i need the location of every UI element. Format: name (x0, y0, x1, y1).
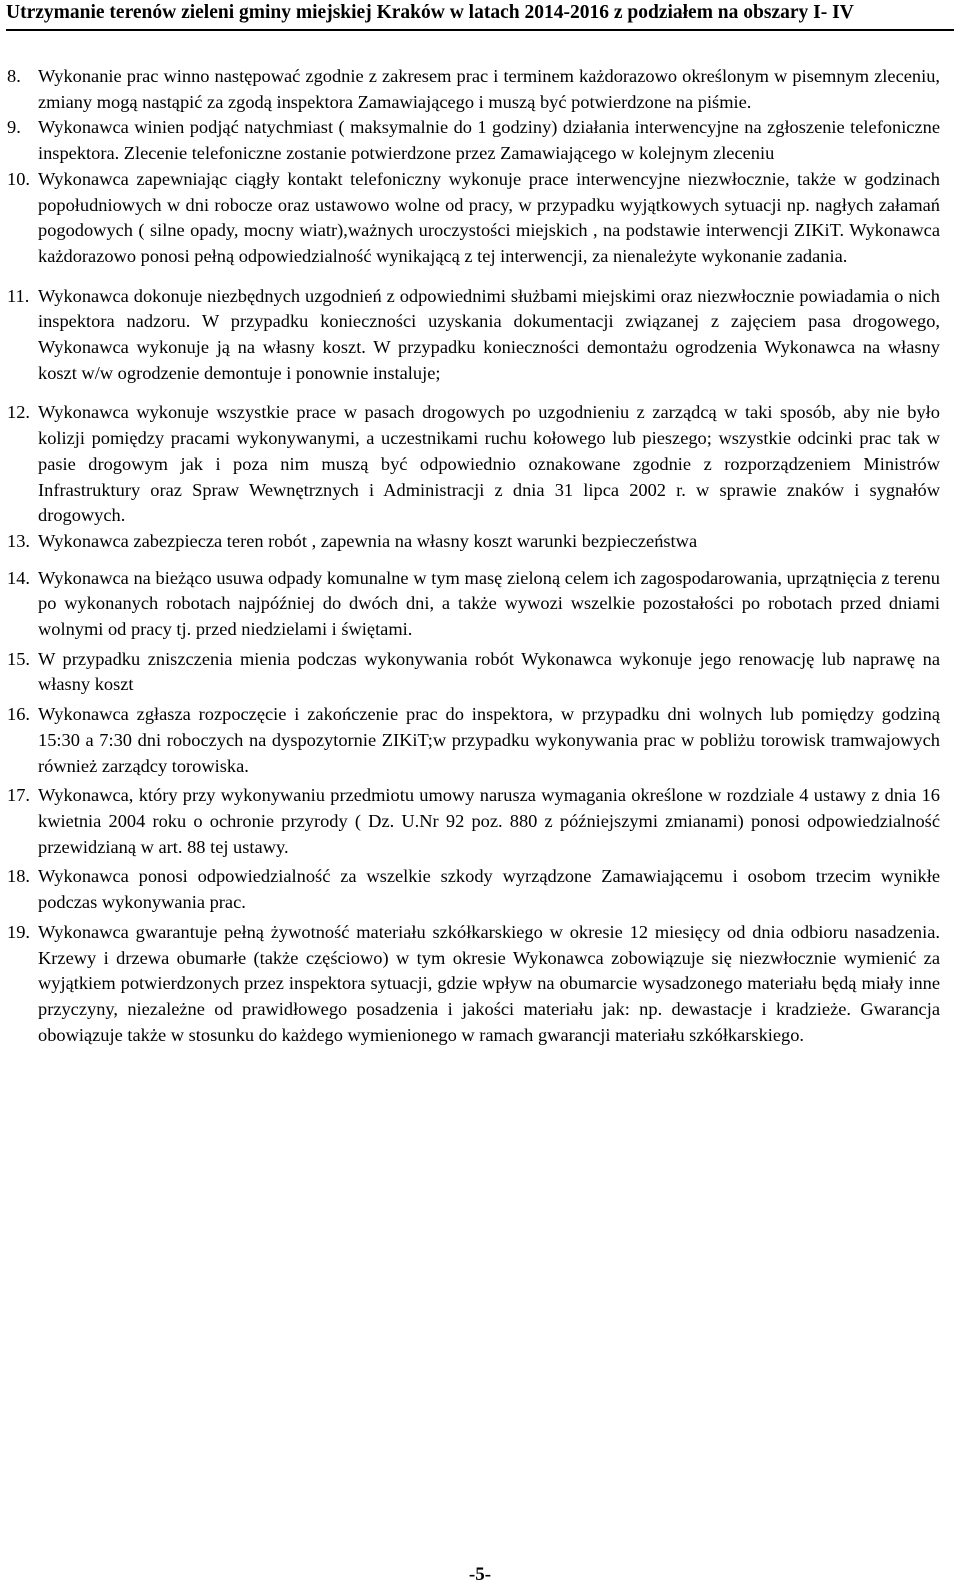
item-text: Wykonawca dokonuje niezbędnych uzgodnień z odpowiednimi służbami miejskimi oraz niezwłocznie powiadamia o nich inspektora nadzoru. W przypadku konieczności uzyskania dokumentacji związanej z zajęciem pasa drogowego, Wykonawca wykonuje ją na własny koszt. W przypadku konieczności demontażu ogrodzenia Wykonawca na własny koszt w/w ogrodzenie demontuje i ponownie instaluje; (38, 285, 940, 383)
item-text: Wykonawca na bieżąco usuwa odpady komunalne w tym masę zieloną celem ich zagospodarowania, uprzątnięcia z terenu po wykonanych robotach najpóźniej do dwóch dni, a także wywozi wszelkie pozostałości po robotach przed dniami wolnymi od pracy tj. przed niedzielami i świętami. (38, 567, 940, 640)
item-text: Wykonawca ponosi odpowiedzialność za wszelkie szkody wyrządzone Zamawiającemu i osobom trzecim wynikłe podczas wykonywania prac. (38, 866, 940, 913)
list-item (7, 920, 940, 1049)
item-number: 13. (7, 530, 30, 551)
item-text: Wykonawca wykonuje wszystkie prace w pasach drogowych po uzgodnieniu z zarządcą w taki sposób, aby nie było kolizji pomiędzy pracami wykonywanymi, a uczestnikami ruchu kołowego lub pieszego; wszystkie odcinki prac tak w pasie drogowym jak i poza nim muszą być odpowiednio oznakowane zgodnie z rozporządzeniem Ministrów Infrastruktury oraz Spraw Wewnętrznych i Administracji z dnia 31 lipca 2002 r. w sprawie znaków i sygnałów drogowych. (38, 402, 940, 526)
list-item (7, 284, 940, 387)
list-item (7, 783, 940, 860)
list-item (7, 702, 940, 779)
item-text: Wykonawca winien podjąć natychmiast ( maksymalnie do 1 godziny) działania interwencyjne na zgłoszenie telefoniczne inspektora. Zlecenie telefoniczne zostanie potwierdzone przez Zamawiającego w kolejnym zleceniu (38, 117, 940, 164)
item-number: 19. (7, 921, 30, 942)
requirements-list (7, 64, 940, 1048)
item-number: 18. (7, 866, 30, 887)
list-item (7, 566, 940, 643)
item-number: 11. (7, 285, 30, 306)
item-number: 10. (7, 168, 30, 189)
item-text: Wykonawca, który przy wykonywaniu przedmiotu umowy narusza wymagania określone w rozdziale 4 ustawy z dnia 16 kwietnia 2004 roku o ochronie przyrody ( Dz. U.Nr 92 poz. 880 z późniejszymi zmianami) ponosi odpowiedzialność przewidzianą w art. 88 tej ustawy. (38, 785, 940, 857)
item-number: 16. (7, 704, 30, 725)
item-number: 15. (7, 648, 30, 669)
list-item (7, 647, 940, 698)
list-item (7, 400, 940, 529)
list-item (7, 115, 940, 166)
item-text: W przypadku zniszczenia mienia podczas wykonywania robót Wykonawca wykonuje jego renowację lub naprawę na własny koszt (38, 648, 940, 695)
item-text: Wykonawca zapewniając ciągły kontakt telefoniczny wykonuje prace interwencyjne niezwłocznie, także w godzinach popołudniowych w dni robocze oraz ustawowo wolne od pracy, w przypadku wyjątkowych sytuacji np. nagłych załamań pogodowych ( silne opady, mocny wiatr),ważnych uroczystości miejskich , na podstawie interwencji ZIKiT. Wykonawca każdorazowo ponosi pełną odpowiedzialność wynikającą z tej interwencji, za nienależyte wykonanie zadania. (38, 168, 940, 266)
item-text: Wykonanie prac winno następować zgodnie z zakresem prac i terminem każdorazowo określonym w pisemnym zleceniu, zmiany mogą nastąpić za zgodą inspektora Zamawiającego i muszą być potwierdzone na piśmie. (38, 66, 940, 112)
list-item (7, 529, 940, 555)
list-item (7, 167, 940, 270)
document-header (6, 0, 954, 31)
list-item (7, 864, 940, 915)
item-text: Wykonawca gwarantuje pełną żywotność materiału szkółkarskiego w okresie 12 miesięcy od dnia odbioru nasadzenia. Krzewy i drzewa obumarłe (także częściowo) w tym okresie Wykonawca zobowiązuje się niezwłocznie wymienić za wyjątkiem potwierdzonych przez inspektora sytuacji, gdzie wpływ na obumarcie wysadzonego materiału będą miały inne przyczyny, niezależne od prawidłowego posadzenia i jakości materiału jak: np. dewastacje i kradzieże. Gwarancja obowiązuje także w stosunku do każdego wymienionego w ramach gwarancji materiału szkółkarskiego. (38, 921, 940, 1045)
page-number: -5- (468, 1564, 492, 1585)
item-number: 12. (7, 402, 30, 423)
item-text: Wykonawca zgłasza rozpoczęcie i zakończenie prac do inspektora, w przypadku dni wolnych lub pomiędzy godziną 15:30 a 7:30 dni roboczych na dyspozytornie ZIKiT;w przypadku wykonywania prac w pobliżu torowisk tramwajowych również zarządcy torowiska. (38, 704, 940, 776)
item-number: 14. (7, 567, 30, 588)
header-title: Utrzymanie terenów zieleni gminy miejskiej Kraków w latach 2014-2016 z podziałem na obszary I- IV (6, 2, 854, 23)
item-number: 17. (7, 785, 30, 806)
list-item (7, 64, 940, 115)
item-text: Wykonawca zabezpiecza teren robót , zapewnia na własny koszt warunki bezpieczeństwa (38, 530, 698, 551)
item-number: 8. (7, 66, 21, 86)
item-number: 9. (7, 117, 21, 138)
